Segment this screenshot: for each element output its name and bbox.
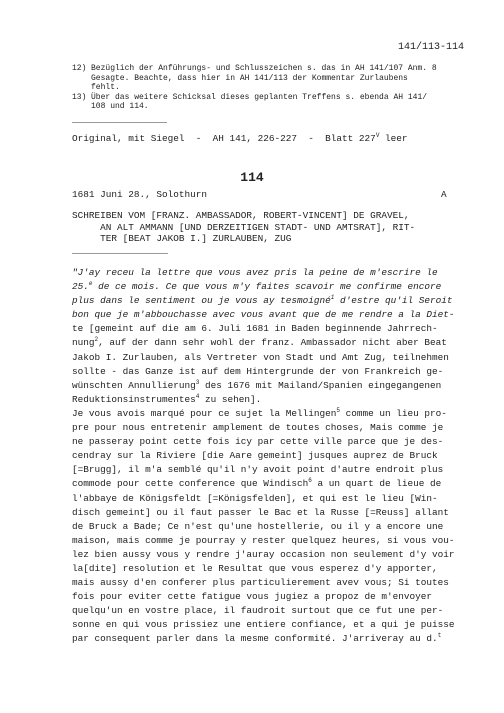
source-text: Original, mit Siegel - AH 141, 226-227 - Blatt 227 bbox=[72, 133, 376, 144]
document-letter: A bbox=[441, 189, 447, 200]
body-line: quelqu'un en vostre place, il faudroit surtout que ce fut une per- bbox=[72, 605, 444, 617]
body-line: de Bruck a Bade; Ce n'est qu'une hostellerie, ou il y a encore une bbox=[72, 520, 444, 532]
body-line: ne passeray point cette fois icy par cette ville parce que je des- bbox=[72, 436, 444, 448]
body-line: fois pour eviter cette fatigue vous jugiez a propoz de m'envoyer bbox=[72, 591, 433, 603]
body-line: sonne en qui vous prissiez une entiere confiance, et a qui je puisse bbox=[72, 619, 455, 631]
source-sup: V bbox=[375, 132, 380, 139]
body-line: Reduktionsinstrumentes$^4$ zu sehen]. bbox=[72, 392, 262, 405]
divider bbox=[72, 122, 167, 123]
body-line: te [gemeint auf die am 6. Juli 1681 in Baden beginnende Jahrrech- bbox=[72, 323, 438, 335]
heading-line: TER [BEAT JAKOB I.] ZURLAUBEN, ZUG bbox=[72, 233, 292, 245]
document-number: 114 bbox=[240, 170, 264, 185]
footnote-line: Bezüglich der Anführungs- und Schlusszeichen s. das in AH 141/107 Anm. 8 bbox=[91, 64, 437, 73]
footnote-line: 108 und 114. bbox=[91, 102, 149, 112]
body-line: Je vous avois marqué pour ce sujet la Mellingen$^5$ comme un lieu pro- bbox=[72, 406, 447, 419]
footnotes bbox=[72, 64, 472, 112]
body-line: Jakob I. Zurlauben, als Vertreter von Stadt und Amt Zug, teilnehmen bbox=[72, 351, 449, 363]
footnote-number: 12) bbox=[72, 64, 87, 73]
footnote-line: Gesagte. Beachte, dass hier in AH 141/113 der Kommentar Zurlaubens bbox=[91, 73, 408, 83]
body-line: sollte - das Ganze ist auf dem Hintergrunde der von Frankreich ge- bbox=[72, 365, 444, 377]
body-line: cendray sur la Riviere [die Aare gemeint] jusques auprez de Bruck bbox=[72, 450, 438, 462]
heading-line: SCHREIBEN VOM [FRANZ. AMBASSADOR, ROBERT-VINCENT] DE GRAVEL, bbox=[72, 210, 410, 221]
body-line: pre pour nous entretenir amplement de toutes choses, Mais comme je bbox=[72, 422, 444, 434]
body-line: par consequent parler dans la mesme conformité. J'arriveray au d.$^t$ bbox=[72, 632, 442, 645]
footnote-line: fehlt. bbox=[91, 83, 120, 93]
page-number: 141/113-114 bbox=[397, 42, 464, 53]
source-tail: leer bbox=[379, 133, 408, 144]
footnote-13 bbox=[72, 93, 472, 112]
body-line: lez bien aussy vous y rendre j'auray occasion non seulement d'y voir bbox=[72, 548, 455, 560]
body-line: bon que je m'abbouchasse avec vous avant que de me rendre a la Diet- bbox=[72, 309, 455, 321]
body-line: l'abbaye de Königsfeldt [=Königsfelden], et qui est le lieu [Win- bbox=[72, 492, 438, 504]
body-line: [=Brugg], il m'a semblé qu'il n'y avoit point d'autre endroit plus bbox=[72, 464, 444, 476]
body-line: maison, mais comme je pourray y rester quelquez heures, si vous vou- bbox=[72, 534, 455, 546]
date-place: 1681 Juni 28., Solothurn bbox=[72, 189, 208, 200]
footnote-12 bbox=[72, 64, 472, 93]
body-line: nung$^2$, auf der dann sehr wohl der franz. Ambassador nicht aber Beat bbox=[72, 336, 447, 349]
divider bbox=[72, 253, 168, 254]
body-line: 25.$^e$ de ce mois. Ce que vous m'y faites scavoir me confirme encore bbox=[72, 280, 442, 293]
letter-heading bbox=[72, 210, 452, 245]
body-line: commode pour cette conference que Windisch$^6$ a un quart de lieue de bbox=[72, 477, 442, 490]
body-line: mais aussy d'en conferer plus particulierement avev vous; Si toutes bbox=[72, 577, 449, 589]
footnote-number: 13) bbox=[72, 92, 87, 102]
letter-body bbox=[72, 266, 472, 647]
body-line: "J'ay receu la lettre que vous avez pris la peine de m'escrire le bbox=[72, 267, 438, 278]
body-line: plus dans le sentiment ou je vous ay tesmoigné$^1$ d'estre qu'il Seroit bbox=[72, 294, 453, 307]
body-line: disch gemeint] ou il faut passer le Bac et la Russe [=Reuss] allant bbox=[72, 506, 449, 518]
body-line: la[dite] resolution et le Resultat que vous esperez d'y apporter, bbox=[72, 562, 438, 574]
footnote-line: Über das weitere Schicksal dieses geplanten Treffens s. ebenda AH 141/ bbox=[91, 92, 428, 102]
heading-line: AN ALT AMMANN [UND DERZEITIGEN STADT- UND AMTSRAT], RIT- bbox=[72, 221, 416, 233]
body-line: wünschten Annullierung$^3$ des 1676 mit Mailand/Spanien eingegangenen bbox=[72, 378, 442, 391]
source-note bbox=[72, 133, 408, 144]
